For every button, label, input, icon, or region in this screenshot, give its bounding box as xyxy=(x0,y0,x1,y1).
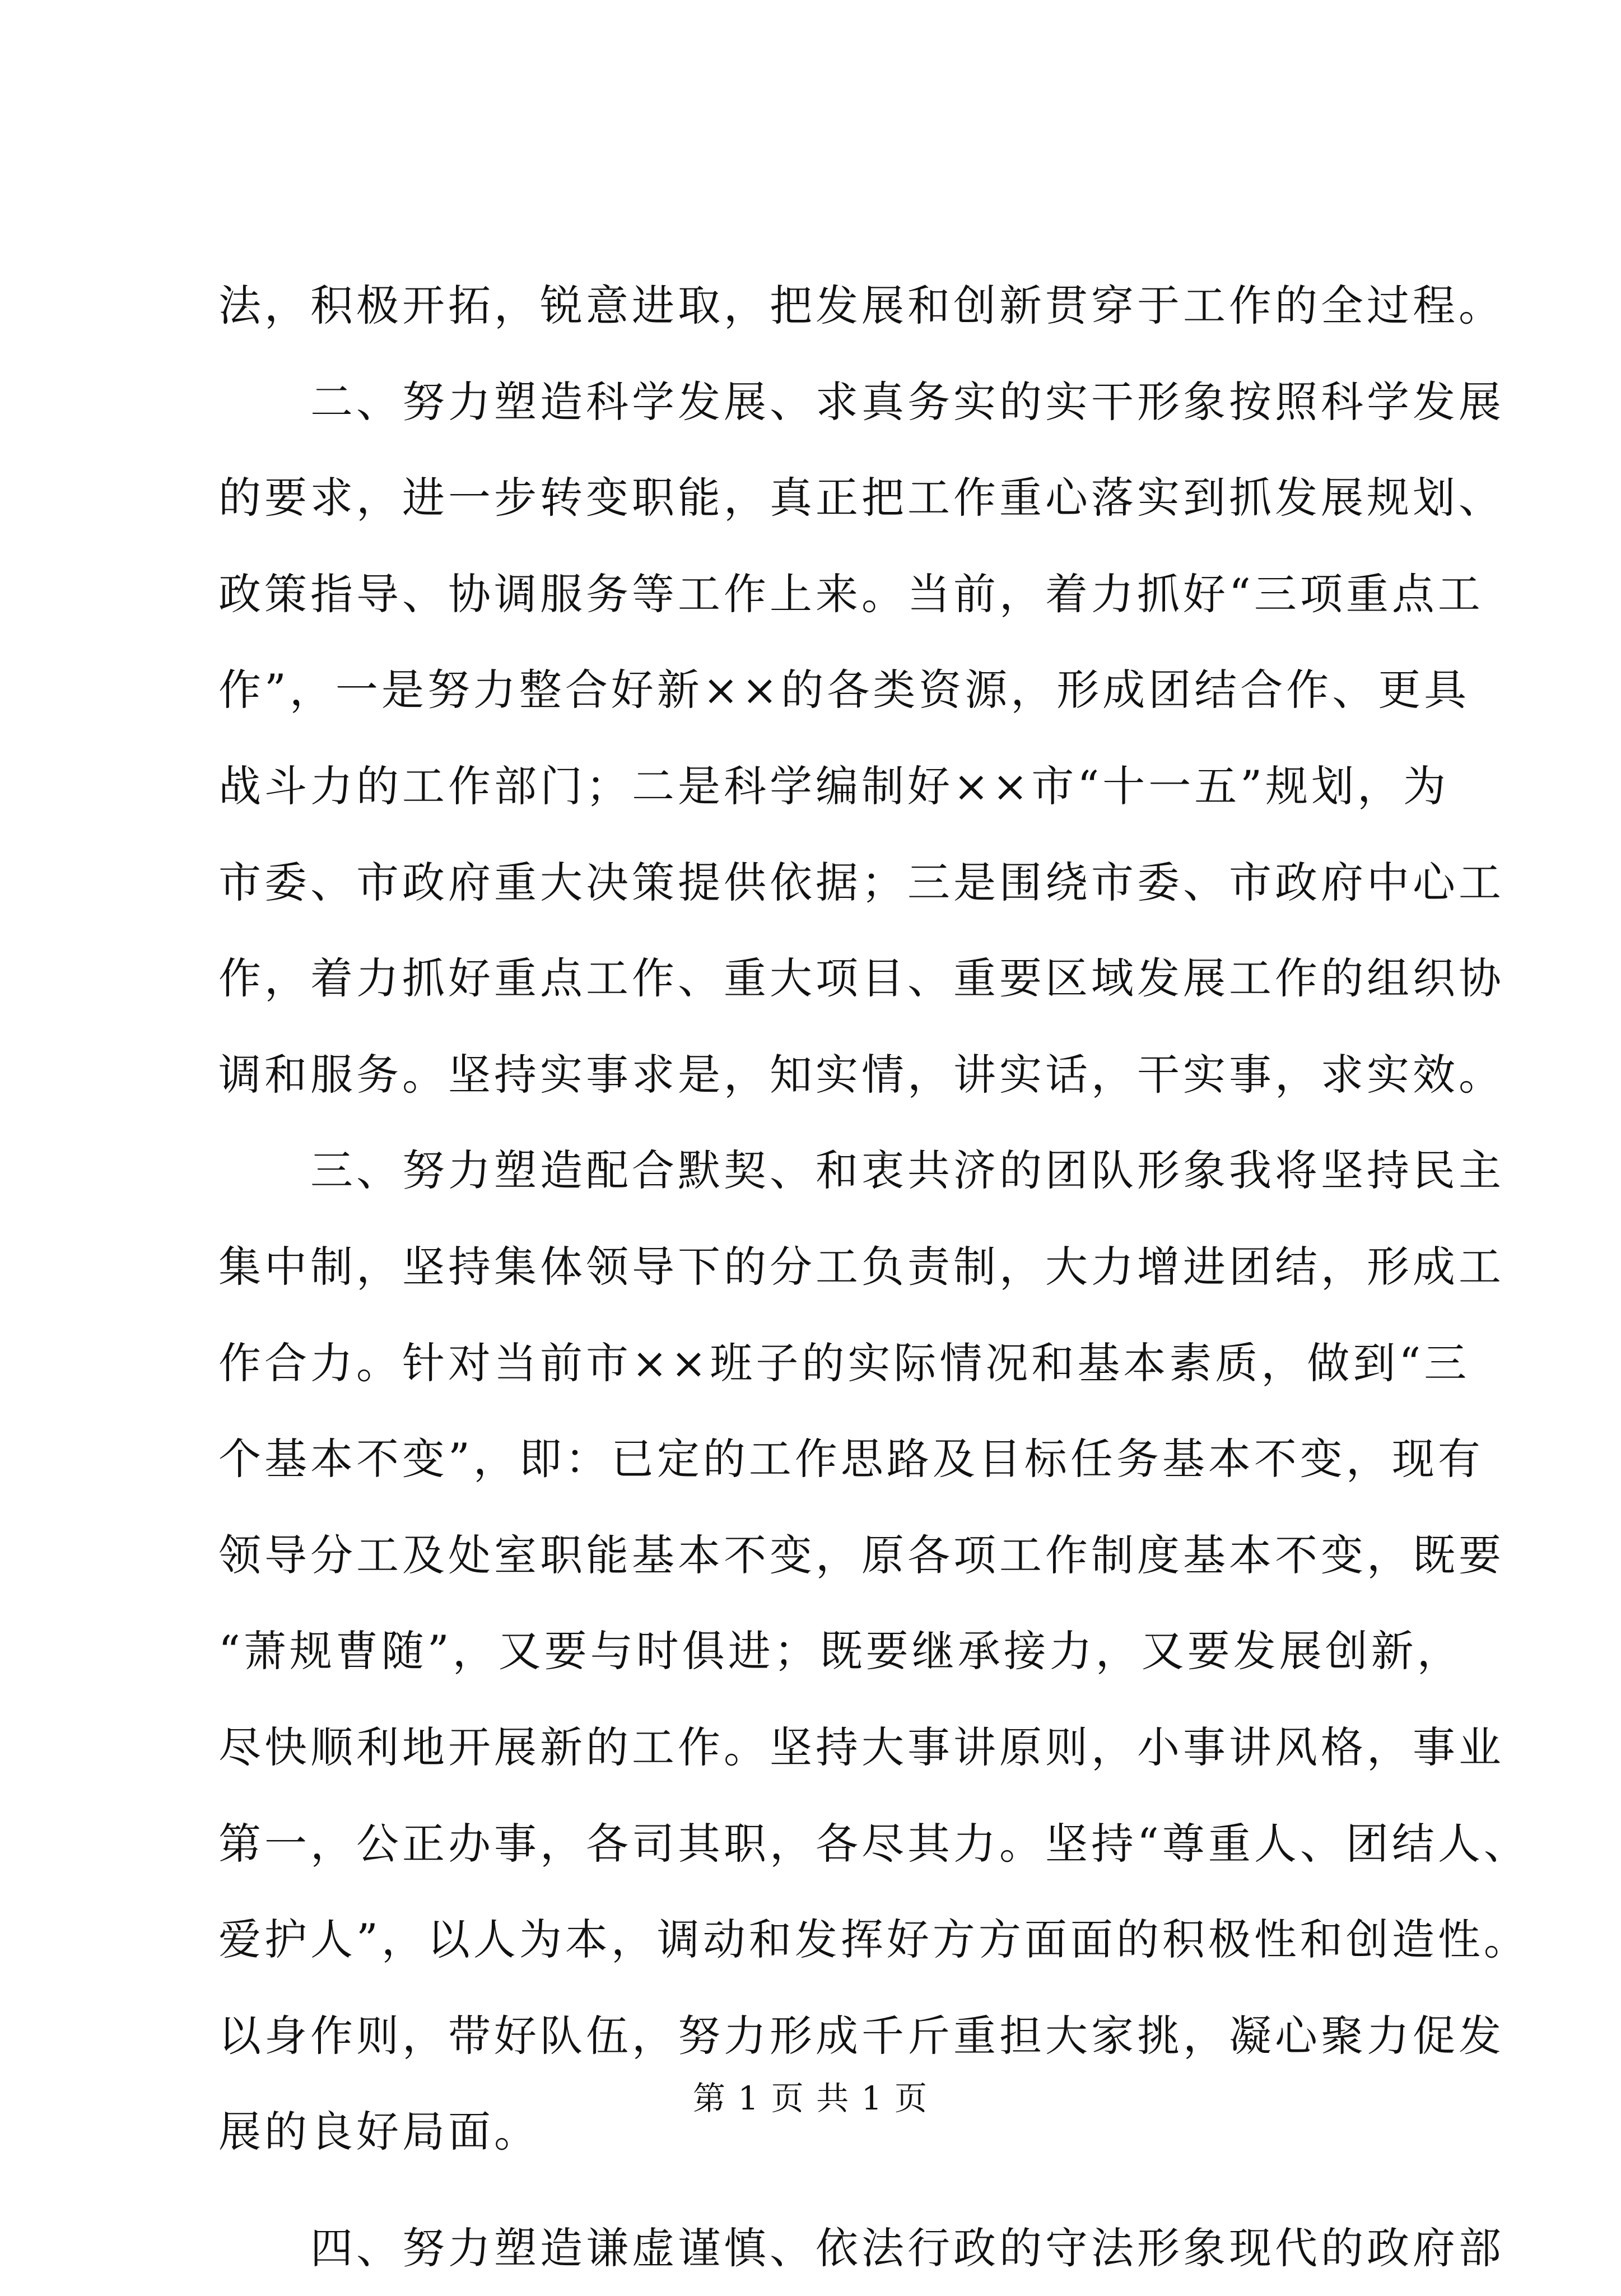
text-line: 作，着力抓好重点工作、重大项目、重要区域发展工作的组织协 xyxy=(218,953,1504,1004)
text-line: 作合力。针对当前市××班子的实际情况和基本素质，做到“三 xyxy=(218,1338,1470,1388)
text-line: 展的良好局面。 xyxy=(218,2107,540,2157)
text-line: 的要求，进一步转变职能，真正把工作重心落实到抓发展规划、 xyxy=(218,473,1504,523)
text-line: 作”，一是努力整合好新××的各类资源，形成团结合作、更具 xyxy=(218,665,1470,715)
text-line: 集中制，坚持集体领导下的分工负责制，大力增进团结，形成工 xyxy=(218,1241,1504,1292)
text-line: 调和服务。坚持实事求是，知实情，讲实话，干实事，求实效。 xyxy=(218,1049,1504,1100)
text-line: 二、努力塑造科学发展、求真务实的实干形象按照科学发展 xyxy=(218,376,1504,427)
text-line: “萧规曹随”，又要与时俱进；既要继承接力，又要发展创新， xyxy=(218,1626,1463,1676)
text-line: 领导分工及处室职能基本不变，原各项工作制度基本不变，既要 xyxy=(218,1530,1504,1580)
text-line: 政策指导、协调服务等工作上来。当前，着力抓好“三项重点工 xyxy=(218,569,1484,619)
text-line: 尽快顺利地开展新的工作。坚持大事讲原则，小事讲风格，事业 xyxy=(218,1722,1504,1772)
text-line: 三、努力塑造配合默契、和衷共济的团队形象我将坚持民主 xyxy=(218,1145,1504,1196)
page-footer: 第 1 页 共 1 页 xyxy=(693,2079,928,2117)
text-line: 战斗力的工作部门；二是科学编制好××市“十一五”规划，为 xyxy=(218,761,1450,811)
text-line: 市委、市政府重大决策提供依据；三是围绕市委、市政府中心工 xyxy=(218,857,1504,907)
text-line: 四、努力塑造谦虚谨慎、依法行政的守法形象现代的政府部 xyxy=(218,2223,1504,2273)
text-line: 爱护人”，以人为本，调动和发挥好方方面面的积极性和创造性。 xyxy=(218,1915,1530,1965)
text-line: 个基本不变”，即：已定的工作思路及目标任务基本不变，现有 xyxy=(218,1434,1484,1484)
text-line: 以身作则，带好队伍，努力形成千斤重担大家挑，凝心聚力促发 xyxy=(218,2010,1504,2061)
document-body xyxy=(218,258,1530,2296)
text-line: 第一，公正办事，各司其职，各尽其力。坚持“尊重人、团结人、 xyxy=(218,1818,1530,1869)
text-line: 法，积极开拓，锐意进取，把发展和创新贯穿于工作的全过程。 xyxy=(218,281,1504,330)
